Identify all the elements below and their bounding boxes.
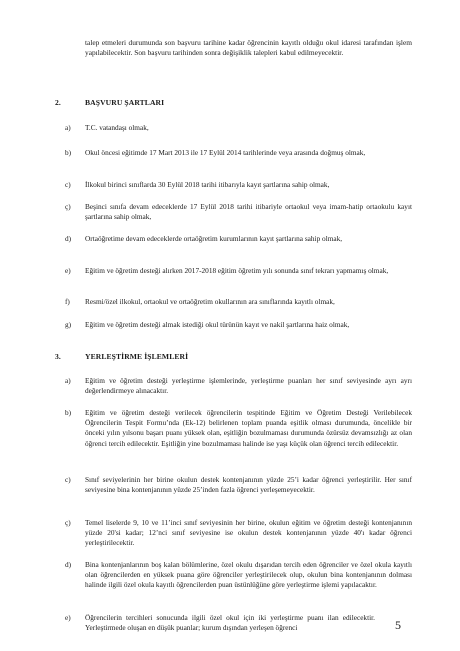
list-item-text: Eğitim ve öğretim desteği yerleştirme işlemlerinde, yerleştirme puanları her sınıf seviyesinde ayrı ayrı değerlendirmeye alınacaktır.	[85, 376, 412, 396]
list-item-text: Beşinci sınıfa devam edeceklerde 17 Eylül 2018 tarihi itibariyle ortaokul veya imam-hatip ortaokulu kayıt şartlarına sahip olmak,	[85, 202, 412, 222]
section-3-number: 3.	[55, 352, 61, 361]
list-item-marker: ç)	[65, 518, 71, 527]
list-item-marker: f)	[65, 297, 70, 306]
list-item-text: Eğitim ve öğretim desteği alırken 2017-2018 eğitim öğretim yılı sonunda sınıf tekrarı yapmamış olmak,	[85, 266, 389, 275]
list-item-marker: d)	[65, 560, 72, 569]
list-item-text: T.C. vatandaşı olmak,	[85, 123, 149, 132]
list-item-text: Ortaöğretime devam edeceklerde ortaöğretim kurumlarının kayıt şartlarına sahip olmak,	[85, 234, 343, 243]
page-number: 5	[395, 618, 401, 632]
list-item-marker: c)	[65, 180, 71, 189]
list-item-text: Resmi/özel ilkokul, ortaokul ve ortaöğretim okullarının ara sınıflarında kayıtlı olmak,	[85, 297, 335, 306]
list-item-marker: b)	[65, 408, 72, 417]
section-3-title: YERLEŞTİRME İŞLEMLERİ	[85, 352, 189, 361]
list-item-marker: b)	[65, 148, 72, 157]
list-item-marker: g)	[65, 320, 72, 329]
list-item-text: Sınıf seviyelerinin her birine okulun destek kontenjanının yüzde 25’i kadar öğrenci yerleştirilir. Her sınıf seviyesine bina kontenjanının yüzde 25’inden fazla öğrenci yerleşemeyecektir.	[85, 475, 412, 495]
list-item-text: İlkokul birinci sınıflarda 30 Eylül 2018 tarihi itibarıyla kayıt şartlarına sahip olmak,	[85, 180, 330, 189]
section-3-heading	[0, 352, 460, 363]
list-item-text: Öğrencilerin tercihleri sonucunda ilgili özel okul için iki yerleştirme puanı ilan edilecektir. Yerleştirmede oluşan en düşük puanlar; kurum dışından yerleşen öğrenci	[85, 613, 375, 633]
section-2-heading	[0, 98, 460, 109]
section-2-title: BAŞVURU ŞARTLARI	[85, 98, 165, 107]
list-item-marker: e)	[65, 266, 71, 275]
list-item-marker: e)	[65, 613, 71, 622]
intro-paragraph: talep etmeleri durumunda son başvuru tarihine kadar öğrencinin kayıtlı olduğu okul idaresi tarafından işlem yapılabilecektir. Son başvuru tarihinden sonra değişiklik talepleri kabul edilmeyecektir.	[85, 38, 412, 58]
list-item-text: Temel liselerde 9, 10 ve 11’inci sınıf seviyesinin her birine, okulun eğitim ve öğretim desteği kontenjanının yüzde 20'si kadar; 12’nci sınıf seviyesine ise okulun destek kontenjanının yüzde 40'ı kadar öğrenci yerleştirilecektir.	[85, 518, 412, 548]
section-2-number: 2.	[55, 98, 61, 107]
list-item-marker: a)	[65, 123, 71, 132]
list-item-marker: c)	[65, 475, 71, 484]
list-item-text: Okul öncesi eğitimde 17 Mart 2013 ile 17 Eylül 2014 tarihlerinde veya arasında doğmuş olmak,	[85, 148, 366, 157]
list-item-text: Eğitim ve öğretim desteği almak istediği okul türünün kayıt ve nakil şartlarına haiz olmak,	[85, 320, 350, 329]
list-item-text: Eğitim ve öğretim desteği verilecek öğrencilerin tespitinde Eğitim ve Öğretim Desteği Verilebilecek Öğrencilerin Tespit Formu’nda (Ek-12) belirlenen toplam puanda eşitlik olması durumunda, öncelikle bir önceki yılın yılsonu başarı puanı yüksek olan, eşitliğin bozulmaması durumunda özürsüz devamsızlığı az olan öğrenci tercih edilecektir. Eşitliğin yine bozulmaması halinde ise yaşı küçük olan öğrenci tercih edilecektir.	[85, 408, 412, 448]
list-item-text: Bina kontenjanlarının boş kalan bölümlerine, özel okulu dışarıdan tercih eden öğrenciler ve özel okula kayıtlı olan öğrencilerden en yüksek puana göre öğrenciler yerleştirilecek olup, okulun bina kontenjanının dolması halinde ilgili özel okula kayıtlı öğrencilerden puan üstünlüğüne göre yerleştirme işlemi yapılacaktır.	[85, 560, 412, 590]
list-item-marker: a)	[65, 376, 71, 385]
list-item-marker: ç)	[65, 202, 71, 211]
list-item-marker: d)	[65, 234, 72, 243]
